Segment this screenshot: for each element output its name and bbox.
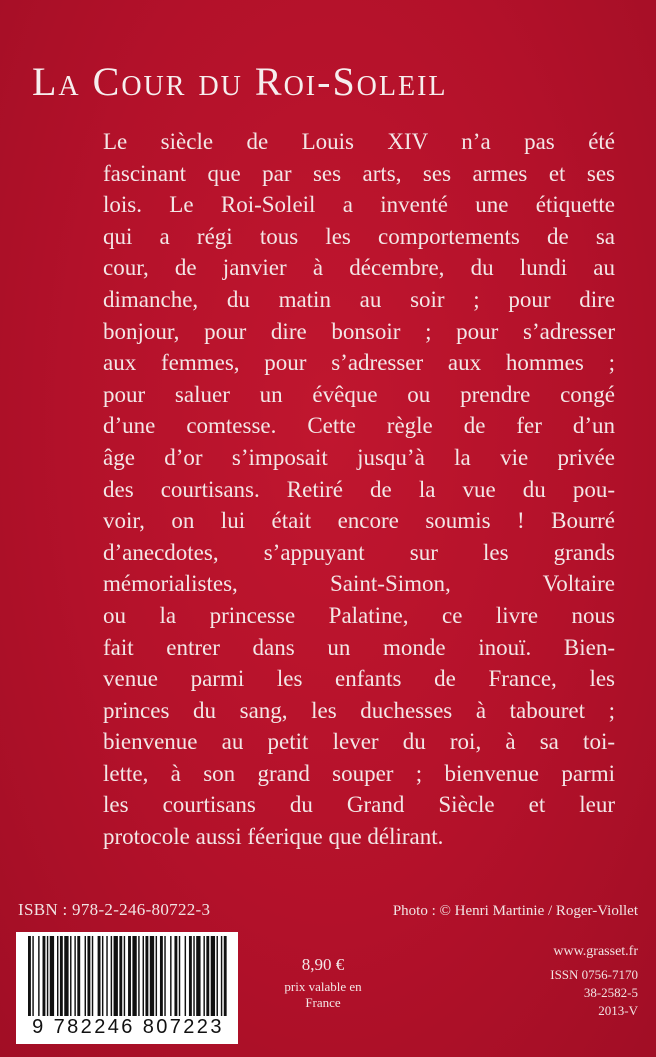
blurb-line: bienvenue au petit lever du roi, à sa toi- bbox=[103, 729, 615, 755]
barcode-bar bbox=[77, 936, 80, 1016]
blurb-line: mémorialistes, Saint-Simon, Voltaire bbox=[103, 571, 615, 597]
price-note: prix valable en bbox=[284, 979, 362, 994]
barcode-bar bbox=[102, 936, 103, 1016]
barcode-bar bbox=[150, 936, 154, 1016]
price-note: France bbox=[305, 995, 341, 1010]
barcode-bar bbox=[74, 936, 75, 1016]
price: 8,90 € bbox=[301, 955, 345, 974]
barcode-bar bbox=[114, 936, 118, 1016]
barcode-bar bbox=[145, 936, 148, 1016]
isbn-number: ISBN : 978-2-246-80722-3 bbox=[18, 900, 211, 919]
barcode-bar bbox=[221, 936, 222, 1016]
blurb-line: Le siècle de Louis XIV n’a pas été bbox=[103, 129, 615, 154]
book-title: La Cour du Roi-Soleil bbox=[32, 59, 448, 104]
barcode-bar bbox=[179, 936, 180, 1016]
blurb-line: d’une comtesse. Cette règle de fer d’un bbox=[103, 413, 615, 439]
barcode-bars bbox=[24, 936, 230, 1018]
blurb-line: d’anecdotes, s’appuyant sur les grands bbox=[103, 539, 615, 565]
barcode-bar bbox=[111, 936, 112, 1016]
barcode-bar bbox=[70, 936, 71, 1016]
barcode bbox=[16, 932, 238, 1044]
blurb-line: bonjour, pour dire bonsoir ; pour s’adresser bbox=[103, 318, 615, 344]
barcode-bar bbox=[92, 936, 93, 1016]
blurb-line: venue parmi les enfants de France, les bbox=[103, 666, 615, 692]
back-cover-blurb bbox=[103, 126, 615, 853]
blurb-line: cour, de janvier à décembre, du lundi au bbox=[103, 255, 615, 281]
blurb-line: lois. Le Roi-Soleil a inventé une étiquette bbox=[103, 192, 615, 218]
barcode-bar bbox=[143, 936, 144, 1016]
blurb-line: ou la princesse Palatine, ce livre nous bbox=[103, 602, 615, 628]
barcode-bar bbox=[224, 936, 227, 1016]
barcode-bar bbox=[160, 936, 163, 1016]
barcode-digits: 9 782246 807223 bbox=[32, 1016, 224, 1038]
photo-credit: Photo : © Henri Martinie / Roger-Viollet bbox=[392, 903, 638, 919]
barcode-bar bbox=[43, 936, 46, 1016]
barcode-bar bbox=[28, 936, 31, 1016]
barcode-bar bbox=[106, 936, 107, 1016]
barcode-bar bbox=[203, 936, 204, 1016]
catalog-code: 38-2582-5 bbox=[583, 985, 638, 1000]
issn: ISSN 0756-7170 bbox=[550, 967, 638, 982]
blurb-line: âge d’or s’imposait jusqu’à la vie privée bbox=[103, 444, 615, 470]
barcode-bar bbox=[185, 936, 186, 1016]
barcode-bar bbox=[87, 936, 90, 1016]
blurb-line: des courtisans. Retiré de la vue du pou- bbox=[103, 476, 615, 502]
barcode-bar bbox=[119, 936, 122, 1016]
barcode-bar bbox=[98, 936, 101, 1016]
blurb-line: princes du sang, les duchesses à tabouret ; bbox=[103, 697, 615, 723]
barcode-bar bbox=[211, 936, 215, 1016]
blurb-line: pour saluer un évêque ou prendre congé bbox=[103, 381, 615, 407]
blurb-line: fascinant que par ses arts, ses armes et ses bbox=[103, 160, 615, 186]
barcode-bar bbox=[57, 936, 58, 1016]
barcode-bar bbox=[189, 936, 192, 1016]
publisher-info bbox=[550, 944, 638, 1020]
barcode-bar bbox=[206, 936, 209, 1016]
barcode-bar bbox=[124, 936, 125, 1016]
publisher-url: www.grasset.fr bbox=[553, 944, 638, 959]
barcode-bar bbox=[128, 936, 131, 1016]
barcode-bar bbox=[50, 936, 54, 1016]
blurb-line: voir, on lui était encore soumis ! Bourré bbox=[103, 508, 615, 534]
barcode-bar bbox=[85, 936, 86, 1016]
barcode-bar bbox=[164, 936, 165, 1016]
barcode-bar bbox=[32, 936, 33, 1016]
blurb-line: aux femmes, pour s’adresser aux hommes ; bbox=[103, 350, 615, 376]
price-block bbox=[268, 955, 378, 1011]
barcode-bar bbox=[138, 936, 139, 1016]
blurb-line: les courtisans du Grand Siècle et leur bbox=[103, 792, 615, 818]
barcode-bar bbox=[170, 936, 171, 1016]
blurb-line: fait entrer dans un monde inouï. Bien- bbox=[103, 634, 615, 660]
barcode-bar bbox=[64, 936, 68, 1016]
barcode-bar bbox=[60, 936, 63, 1016]
barcode-bar bbox=[47, 936, 48, 1016]
barcode-bar bbox=[193, 936, 194, 1016]
blurb-line: qui a régi tous les comportements de sa bbox=[103, 223, 615, 249]
blurb-line: lette, à son grand souper ; bienvenue parmi bbox=[103, 760, 615, 786]
barcode-bar bbox=[38, 936, 39, 1016]
barcode-bar bbox=[196, 936, 200, 1016]
barcode-bar bbox=[217, 936, 218, 1016]
barcode-bar bbox=[174, 936, 177, 1016]
blurb-line: protocole aussi féerique que délirant. bbox=[103, 824, 444, 850]
blurb-line: dimanche, du matin au soir ; pour dire bbox=[103, 286, 615, 312]
edition-code: 2013-V bbox=[598, 1003, 638, 1018]
barcode-bar bbox=[132, 936, 136, 1016]
barcode-bar bbox=[156, 936, 157, 1016]
